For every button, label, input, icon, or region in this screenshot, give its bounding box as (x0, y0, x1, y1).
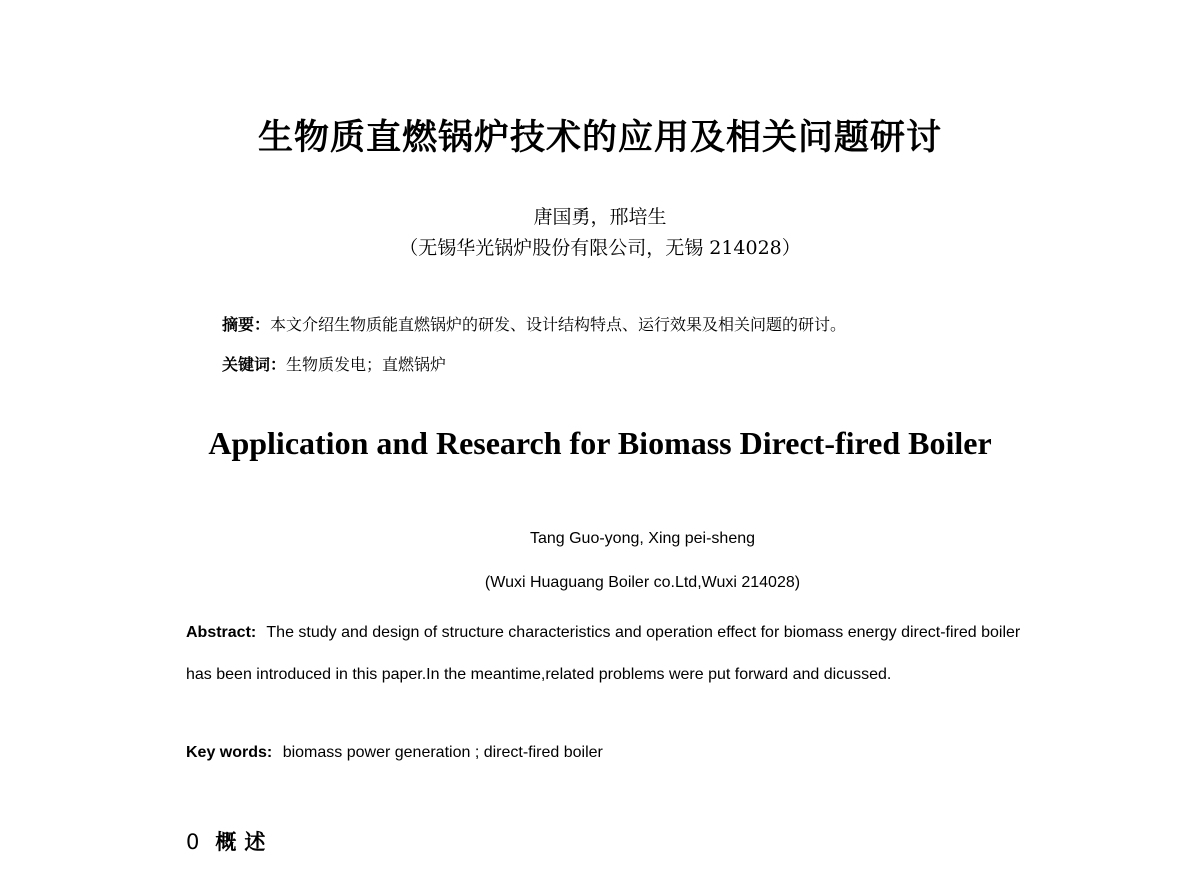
chinese-abstract-label: 摘要： (222, 315, 271, 334)
chinese-abstract (222, 312, 846, 335)
section-number: 0 (186, 830, 200, 854)
english-keywords-text: biomass power generation ; direct-fired boiler (282, 744, 603, 761)
english-authors: Tang Guo-yong, Xing pei-sheng (529, 530, 756, 547)
english-abstract (186, 612, 1022, 696)
english-title: Application and Research for Biomass Direct-fired Boiler (208, 425, 992, 461)
english-abstract-label: Abstract: (186, 624, 257, 641)
chinese-affiliation: （无锡华光锅炉股份有限公司，无锡 214028） (399, 237, 801, 259)
section-heading (186, 826, 273, 856)
english-affiliation: (Wuxi Huaguang Boiler co.Ltd,Wuxi 214028) (484, 574, 801, 591)
chinese-keywords-text: 生物质发电；直燃锅炉 (286, 355, 447, 374)
chinese-keywords (222, 352, 446, 375)
chinese-title: 生物质直燃锅炉技术的应用及相关问题研讨 (257, 118, 942, 158)
chinese-authors: 唐国勇，邢培生 (533, 206, 667, 228)
english-keywords (186, 744, 603, 762)
chinese-keywords-label: 关键词： (222, 355, 287, 374)
chinese-abstract-text: 本文介绍生物质能直燃锅炉的研发、设计结构特点、运行效果及相关问题的研讨。 (270, 315, 847, 334)
english-keywords-label: Key words: (186, 744, 273, 761)
english-abstract-text: The study and design of structure characteristics and operation effect for biomass energy direct-fired boiler has been introduced in this paper.In the meantime,related problems were put forward and dicussed. (186, 624, 1021, 683)
section-title: 概述 (215, 830, 274, 854)
